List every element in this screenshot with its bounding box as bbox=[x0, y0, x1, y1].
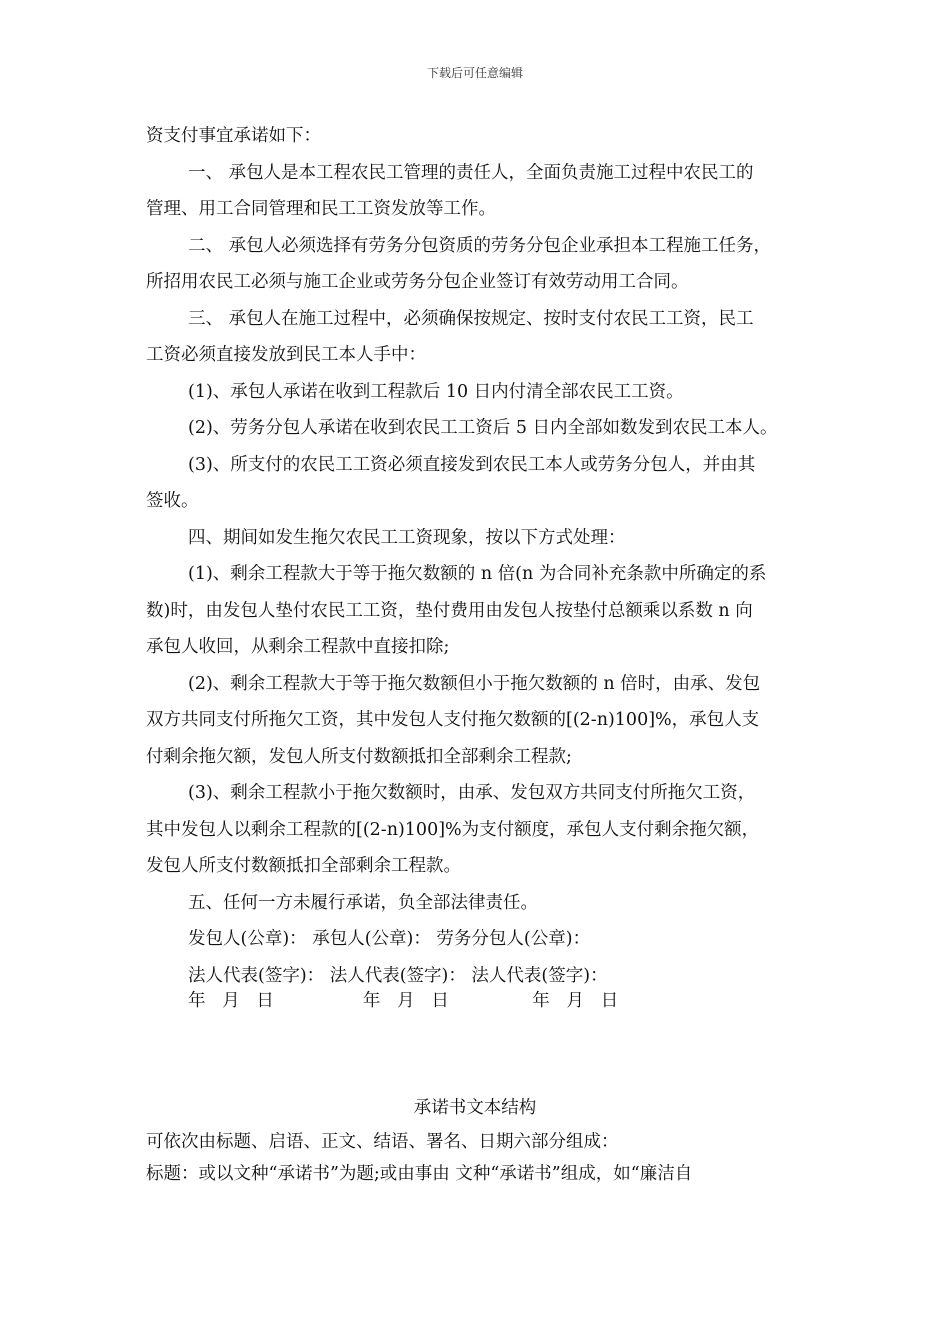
body-line: 五、任何一方未履行承诺，负全部法律责任。 bbox=[188, 892, 538, 913]
body-line: 工资必须直接发放到民工本人手中： bbox=[146, 345, 426, 365]
body-line: 四、期间如发生拖欠农民工工资现象，按以下方式处理： bbox=[188, 527, 626, 548]
date-day-label: 日 bbox=[256, 991, 274, 1011]
commitment-body bbox=[146, 118, 816, 994]
body-line: 所招用农民工必须与施工企业或劳务分包企业签订有效劳动用工合同。 bbox=[146, 272, 689, 292]
body-line: 双方共同支付所拖欠工资，其中发包人支付拖欠数额的[(2-n)100]%，承包人支 bbox=[146, 710, 760, 730]
date-day-label: 日 bbox=[431, 991, 449, 1011]
structure-section-body bbox=[146, 1126, 816, 1190]
body-line: 一、 承包人是本工程农民工管理的责任人，全面负责施工过程中农民工的 bbox=[188, 162, 754, 183]
date-month-label: 月 bbox=[222, 991, 240, 1011]
date-year-label: 年 bbox=[362, 991, 381, 1011]
body-line: 二、 承包人必须选择有劳务分包资质的劳务分包企业承担本工程施工任务， bbox=[188, 235, 772, 256]
body-line: 资支付事宜承诺如下： bbox=[146, 126, 321, 146]
date-year-label: 年 bbox=[532, 991, 550, 1011]
body-line: 数)时，由发包人垫付农民工工资，垫付费用由发包人按垫付总额乘以系数 n 向 bbox=[146, 600, 753, 621]
body-line: (3)、所支付的农民工工资必须直接发到农民工本人或劳务分包人，并由其 bbox=[188, 454, 756, 475]
body-line: 其中发包人以剩余工程款的[(2-n)100]%为支付额度，承包人支付剩余拖欠额， bbox=[146, 819, 760, 840]
page-header-caption: 下载后可任意编辑 bbox=[426, 66, 523, 80]
body-line: 管理、用工合同管理和民工工资发放等工作。 bbox=[146, 199, 496, 219]
body-line: (2)、剩余工程款大于等于拖欠数额但小于拖欠数额的 n 倍时，由承、发包 bbox=[188, 673, 761, 694]
date-line bbox=[188, 986, 788, 1016]
body-line: 签收。 bbox=[146, 491, 199, 511]
body-line: (3)、剩余工程款小于拖欠数额时，由承、发包双方共同支付所拖欠工资， bbox=[188, 783, 756, 803]
date-day-label: 日 bbox=[600, 991, 619, 1011]
body-line: 三、 承包人在施工过程中，必须确保按规定、按时支付农民工工资，民工 bbox=[188, 308, 754, 329]
date-month-label: 月 bbox=[397, 991, 415, 1011]
signature-party-line: 发包人(公章)： 承包人(公章)： 劳务分包人(公章)： bbox=[188, 929, 591, 949]
body-line: 承包人收回，从剩余工程款中直接扣除; bbox=[146, 637, 450, 657]
structure-section-title: 承诺书文本结构 bbox=[413, 1098, 537, 1118]
date-year-label: 年 bbox=[188, 991, 206, 1011]
body-line: 发包人所支付数额抵扣全部剩余工程款。 bbox=[146, 856, 461, 876]
body-line: 付剩余拖欠额，发包人所支付数额抵扣全部剩余工程款; bbox=[146, 746, 572, 767]
body-line: (2)、劳务分包人承诺在收到农民工工资后 5 日内全部如数发到农民工本人。 bbox=[188, 418, 778, 438]
body-line: (1)、承包人承诺在收到工程款后 10 日内付清全部农民工工资。 bbox=[188, 381, 684, 402]
signature-representative-line: 法人代表(签字)： 法人代表(签字)： 法人代表(签字)： bbox=[188, 965, 608, 986]
structure-line: 可依次由标题、启语、正文、结语、署名、日期六部分组成： bbox=[146, 1132, 619, 1152]
structure-line: 标题：或以文种“承诺书”为题;或由事由 文种“承诺书”组成，如“廉洁自 bbox=[146, 1164, 693, 1184]
date-month-label: 月 bbox=[566, 991, 584, 1011]
body-line: (1)、剩余工程款大于等于拖欠数额的 n 倍(n 为合同补充条款中所确定的系 bbox=[188, 564, 767, 584]
